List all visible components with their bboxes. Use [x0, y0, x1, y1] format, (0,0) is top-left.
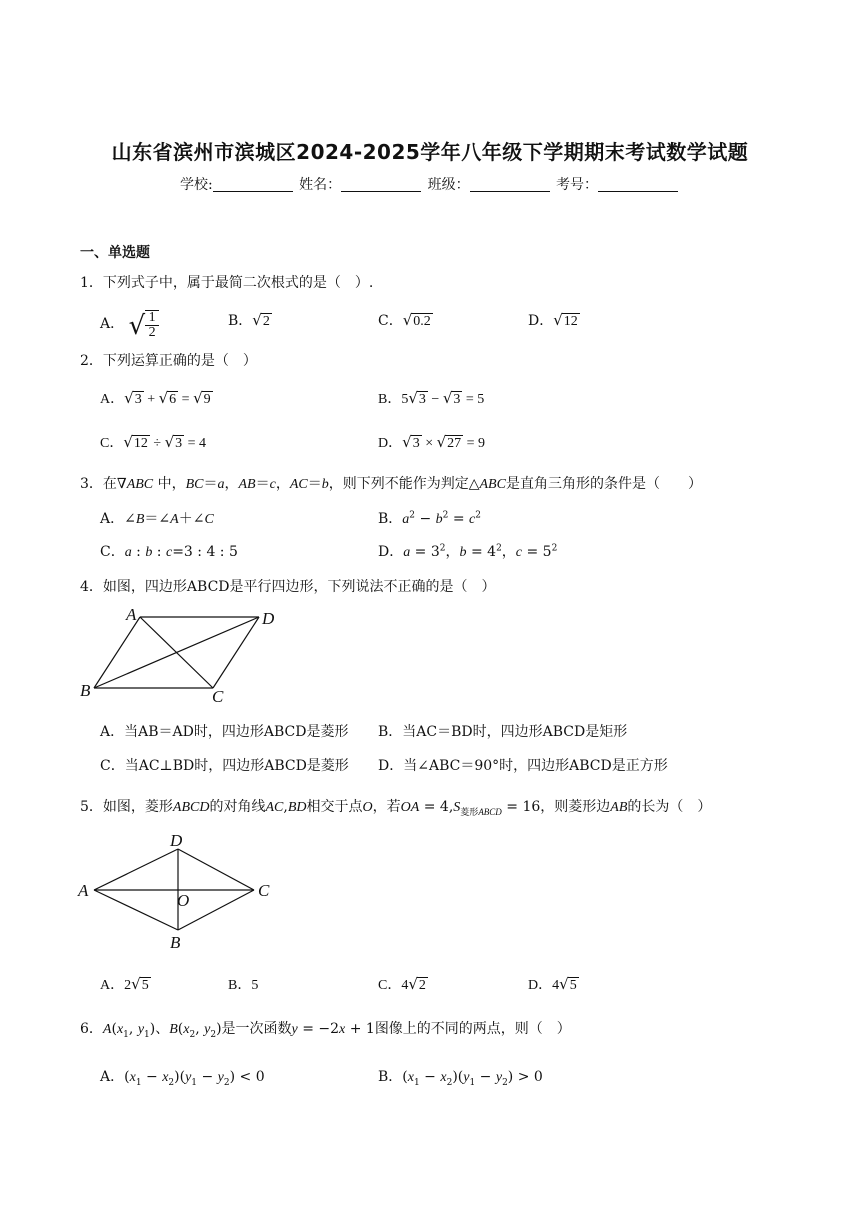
label-b: B [80, 681, 91, 700]
q6-option-a: A．$(x_1 - x_2)(y_1 - y_2) < 0$ [100, 1069, 265, 1088]
q3-option-b: B．$a^2 - b^2 = c^2$ [378, 510, 481, 527]
label-d: D [170, 831, 183, 850]
side-dc [213, 617, 259, 688]
q5-option-d: D．4√5 [528, 975, 577, 993]
q4-stem: 4．如图，四边形ABCD是平行四边形，下列说法不正确的是（ ） [80, 579, 496, 595]
q4-option-a: A．当AB＝AD时，四边形ABCD是菱形 [100, 724, 349, 740]
label-a: A [78, 881, 89, 900]
q1-option-a: A． √ $\frac{1}{2}$ [100, 310, 159, 341]
q3-option-c: C．a : b : c=3 : 4 : 5 [100, 544, 238, 560]
rhombus-figure [74, 826, 284, 954]
q3-stem: 3．在∇ABC 中，BC＝a，AB＝c，AC＝b，则下列不能作为判定△ABC是直角三角形的条件是（ ） [80, 476, 702, 492]
name-label: 姓名： [299, 177, 342, 193]
q2-option-c: C．√12 ÷ √3 = 4 [100, 433, 207, 451]
section-heading: 一、单选题 [80, 245, 150, 261]
q1-option-b: B．√2 [228, 311, 270, 329]
q2-option-a: A．√3 + √6 = √9 [100, 389, 211, 407]
q3-option-d: D．$a = 3^2$，$b = 4^2$，$c = 5^2$ [378, 543, 558, 560]
label-c: C [258, 881, 270, 900]
q6-option-b: B．$(x_1 - x_2)(y_1 - y_2) > 0$ [378, 1069, 543, 1088]
q2-stem: 2．下列运算正确的是（ ） [80, 353, 257, 369]
label-d: D [262, 609, 275, 628]
side-dc [178, 849, 254, 890]
name-blank [341, 177, 421, 192]
q2-option-b: B．5√3 − √3 = 5 [378, 389, 485, 407]
side-cb [178, 890, 254, 930]
q4-option-d: D．当∠ABC＝90°时，四边形ABCD是正方形 [378, 758, 668, 774]
q5-option-a: A．2√5 [100, 975, 149, 993]
q5-option-c: C．4√2 [378, 975, 426, 993]
q2-option-d: D．√3 × √27 = 9 [378, 433, 486, 451]
school-label: 学校: [179, 177, 213, 193]
side-ad [94, 849, 178, 890]
parallelogram-figure [74, 600, 294, 710]
class-label: 班级： [427, 177, 470, 193]
exam-no-blank [598, 177, 678, 192]
diagonal-bd [94, 617, 259, 688]
side-ba [94, 890, 178, 930]
q5-stem: 5．如图，菱形ABCD的对角线AC,BD相交于点O，若OA = $4,S_{菱形ABCD} = 16$，则菱形边AB的长为（ ） [80, 799, 712, 818]
class-blank [470, 177, 550, 192]
q3-option-a: A．∠B＝∠A＋∠C [100, 511, 214, 527]
q4-option-c: C．当AC⊥BD时，四边形ABCD是菱形 [100, 758, 349, 774]
q1-option-d: D．√12 [528, 311, 578, 329]
q5-option-b: B．5 [228, 978, 259, 993]
page-title: 山东省滨州市滨城区2024-2025学年八年级下学期期末考试数学试题 [111, 140, 749, 164]
label-b: B [170, 933, 181, 952]
label-o: O [177, 891, 190, 910]
q1-option-c: C．√0.2 [378, 311, 431, 329]
school-blank [213, 177, 293, 192]
q4-option-b: B．当AC＝BD时，四边形ABCD是矩形 [378, 724, 628, 740]
student-info [0, 174, 860, 194]
exam-no-label: 考号： [556, 177, 599, 193]
q6-stem: 6．$A(x_1$, $y_1$)、$B(x_2$, $y_2$)是一次函数y = −2x + 1图像上的不同的两点，则（ ） [80, 1021, 571, 1040]
label-c: C [212, 687, 224, 706]
q1-stem: 1．下列式子中，属于最简二次根式的是（ ）. [80, 275, 374, 291]
label-a: A [126, 605, 137, 624]
side-ab [94, 617, 140, 688]
